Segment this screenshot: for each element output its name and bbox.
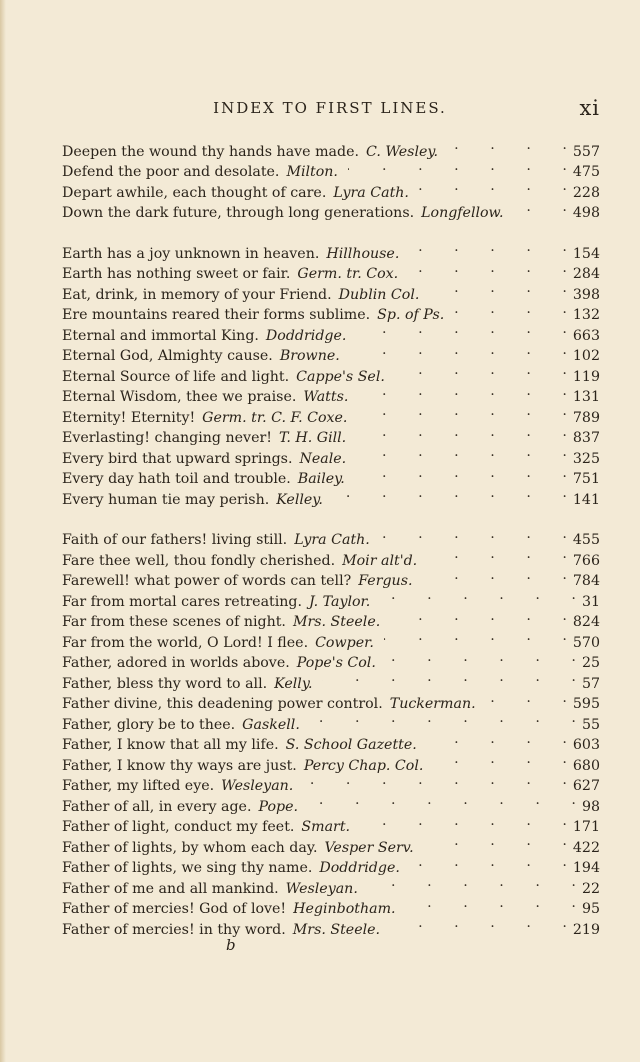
entry-page-number: 751 [572, 471, 600, 487]
source-attribution: Wesleyan. [285, 880, 358, 897]
entry-page-number: 627 [572, 778, 600, 794]
dot-leader [408, 258, 567, 279]
first-line-text: Father of lights, by whom each day. [62, 839, 318, 856]
dot-leader [395, 360, 567, 381]
first-line-text: Eternal Wisdom, thee we praise. [62, 389, 297, 405]
first-line-text: Eternal Source of life and light. [62, 368, 290, 385]
dot-leader [356, 422, 567, 443]
first-line-text: Every day hath toil and trouble. [62, 471, 291, 487]
source-attribution: Cappe's Sel. [296, 368, 385, 385]
first-line-text: Every bird that upward springs. [62, 450, 293, 467]
source-attribution: Bailey. [297, 471, 345, 487]
first-line-text: Father, I know that all my life. [62, 737, 279, 753]
entry-page-number: 102 [572, 348, 600, 364]
first-line-text: Father, my lifted eye. [62, 778, 215, 794]
entry-page-number: 325 [572, 450, 600, 467]
first-line-text: Far from the world, O Lord! I flee. [62, 634, 309, 651]
page-header [60, 96, 600, 120]
entry-page-number: 766 [572, 552, 600, 569]
dot-leader [308, 790, 576, 811]
dot-leader [360, 811, 567, 832]
dot-leader [357, 401, 566, 422]
dot-leader [424, 831, 567, 852]
index-entry [62, 237, 600, 262]
first-line-text: Father of me and all mankind. [62, 880, 279, 897]
page-number: xi [579, 96, 600, 120]
entry-page-number: 455 [572, 532, 600, 548]
source-attribution: Kelley. [276, 491, 323, 508]
source-attribution: J. Taylor. [309, 593, 371, 610]
entry-page-number: 498 [572, 205, 600, 221]
first-line-text: Deepen the wound thy hands have made. [62, 143, 359, 160]
entry-page-number: 663 [572, 327, 600, 344]
entry-page-number: 55 [581, 716, 600, 733]
entry-page-number: 219 [572, 921, 600, 938]
dot-leader [454, 299, 567, 320]
dot-leader [386, 647, 576, 668]
index-entries [62, 135, 600, 954]
source-attribution: Germ. tr. C. F. Coxe. [202, 409, 348, 426]
dot-leader [410, 852, 567, 873]
entry-page-number: 57 [581, 675, 600, 692]
first-line-text: Father of all, in every age. [62, 798, 252, 815]
first-line-text: Depart awhile, each thought of care. [62, 184, 327, 201]
entry-page-number: 22 [581, 880, 600, 897]
first-line-text: Eternal God, Almighty cause. [62, 348, 273, 364]
source-attribution: Fergus. [358, 573, 413, 589]
running-title: INDEX TO FIRST LINES. [213, 99, 447, 117]
dot-leader [303, 770, 567, 791]
entry-page-number: 603 [572, 737, 600, 753]
dot-leader [390, 606, 567, 627]
dot-leader [356, 442, 567, 463]
entry-page-number: 837 [572, 430, 600, 446]
source-attribution: Wesleyan. [221, 778, 294, 794]
first-line-text: Far from mortal cares retreating. [62, 593, 303, 610]
first-line-text: Father, adored in worlds above. [62, 655, 290, 671]
entry-page-number: 119 [572, 368, 600, 385]
first-line-text: Faith of our fathers! living still. [62, 532, 288, 548]
entry-page-number: 824 [572, 614, 600, 630]
entry-page-number: 141 [572, 491, 600, 508]
dot-leader [419, 176, 567, 197]
index-group [62, 237, 600, 508]
index-group [62, 524, 600, 938]
dot-leader [429, 278, 567, 299]
source-attribution: C. Wesley. [365, 143, 439, 160]
first-line-text: Earth has nothing sweet or fair. [62, 266, 291, 282]
entry-page-number: 95 [581, 901, 600, 917]
source-attribution: Smart. [301, 819, 351, 835]
entry-page-number: 570 [572, 634, 600, 651]
dot-leader [514, 197, 567, 218]
dot-leader [384, 626, 567, 647]
dot-leader [380, 524, 567, 545]
dot-leader [355, 463, 567, 484]
source-attribution: Tuckerman. [389, 696, 476, 712]
entry-page-number: 98 [581, 798, 600, 815]
dot-leader [358, 381, 567, 402]
entry-page-number: 557 [572, 143, 600, 160]
dot-leader [486, 688, 567, 709]
source-attribution: Hillhouse. [326, 245, 400, 262]
source-attribution: Lyra Cath. [333, 184, 409, 201]
first-line-text: Father of mercies! in thy word. [62, 921, 286, 938]
dot-leader [380, 585, 576, 606]
dot-leader [448, 135, 567, 156]
source-attribution: Lyra Cath. [294, 532, 370, 548]
source-attribution: Cowper. [315, 634, 374, 651]
index-entry [62, 524, 600, 548]
dot-leader [368, 872, 576, 893]
source-attribution: Longfellow. [421, 205, 504, 221]
first-line-text: Father of light, conduct my feet. [62, 819, 295, 835]
dot-leader [348, 156, 567, 177]
dot-leader [356, 319, 567, 340]
first-line-text: Eternity! Eternity! [62, 409, 196, 426]
entry-page-number: 284 [572, 266, 600, 282]
entry-page-number: 680 [572, 757, 600, 774]
entry-page-number: 398 [572, 286, 600, 303]
first-line-text: Defend the poor and desolate. [62, 164, 280, 180]
signature-mark: b [226, 936, 236, 954]
first-line-text: Father of mercies! God of love! [62, 901, 287, 917]
source-attribution: Milton. [286, 164, 338, 180]
first-line-text: Ere mountains reared their forms sublime. [62, 307, 371, 323]
source-attribution: Vesper Serv. [324, 839, 414, 856]
source-attribution: T. H. Gill. [278, 430, 347, 446]
source-attribution: Gaskell. [242, 716, 300, 733]
source-attribution: Kelly. [274, 675, 313, 692]
source-attribution: Doddridge. [265, 327, 347, 344]
entry-page-number: 475 [572, 164, 600, 180]
first-line-text: Eternal and immortal King. [62, 327, 259, 344]
page-edge [0, 0, 6, 1062]
dot-leader [310, 708, 576, 729]
first-line-text: Father, bless thy word to all. [62, 675, 268, 692]
first-line-text: Farewell! what power of words can tell? [62, 573, 352, 589]
source-attribution: Percy Chap. Col. [303, 757, 424, 774]
entry-page-number: 132 [572, 307, 600, 323]
source-attribution: Moir alt'd. [342, 552, 418, 569]
first-line-text: Earth has a joy unknown in heaven. [62, 245, 320, 262]
dot-leader [427, 544, 567, 565]
entry-page-number: 154 [572, 245, 600, 262]
dot-leader [333, 483, 567, 504]
first-line-text: Every human tie may perish. [62, 491, 270, 508]
source-attribution: Doddridge. [319, 860, 400, 876]
index-group [62, 135, 600, 221]
dot-leader [390, 913, 567, 934]
source-attribution: Browne. [279, 348, 340, 364]
source-attribution: Sp. of Ps. [377, 307, 445, 323]
source-attribution: Mrs. Steele. [292, 614, 381, 630]
first-line-text: Everlasting! changing never! [62, 430, 272, 446]
first-line-text: Fare thee well, thou fondly cherished. [62, 552, 336, 569]
entry-page-number: 595 [572, 696, 600, 712]
entry-page-number: 171 [572, 819, 600, 835]
first-line-text: Father, I know thy ways are just. [62, 757, 297, 774]
source-attribution: Germ. tr. Cox. [297, 266, 399, 282]
source-attribution: Heginbotham. [293, 901, 396, 917]
first-line-text: Far from these scenes of night. [62, 614, 286, 630]
index-entry [62, 135, 600, 160]
source-attribution: Neale. [299, 450, 347, 467]
entry-page-number: 131 [572, 389, 600, 405]
source-attribution: Pope. [258, 798, 298, 815]
source-attribution: Watts. [303, 389, 349, 405]
entry-page-number: 25 [581, 655, 600, 671]
source-attribution: Mrs. Steele. [292, 921, 381, 938]
entry-page-number: 784 [572, 573, 600, 589]
entry-page-number: 228 [572, 184, 600, 201]
dot-leader [423, 565, 567, 586]
dot-leader [350, 340, 567, 361]
first-line-text: Eat, drink, in memory of your Friend. [62, 286, 332, 303]
entry-page-number: 422 [572, 839, 600, 856]
dot-leader [427, 729, 567, 750]
dot-leader [406, 893, 576, 914]
dot-leader [322, 667, 575, 688]
first-line-text: Father divine, this deadening power control. [62, 696, 383, 712]
source-attribution: Dublin Col. [338, 286, 420, 303]
source-attribution: S. School Gazette. [285, 737, 417, 753]
entry-page-number: 31 [581, 593, 600, 610]
entry-page-number: 789 [572, 409, 600, 426]
first-line-text: Down the dark future, through long generations. [62, 205, 415, 221]
dot-leader [433, 749, 567, 770]
first-line-text: Father of lights, we sing thy name. [62, 860, 313, 876]
dot-leader [409, 237, 567, 258]
first-line-text: Father, glory be to thee. [62, 716, 236, 733]
entry-page-number: 194 [572, 860, 600, 876]
source-attribution: Pope's Col. [296, 655, 376, 671]
